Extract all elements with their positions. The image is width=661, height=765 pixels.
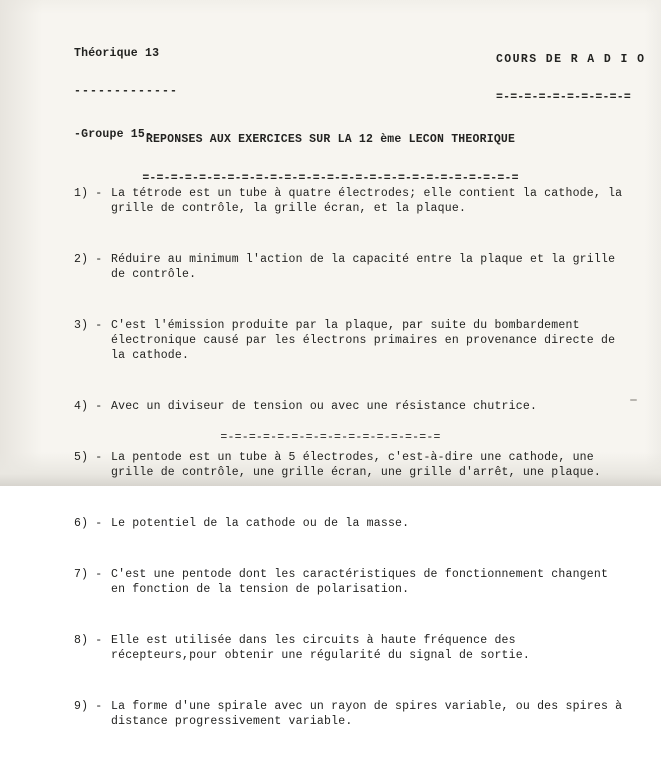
list-item bbox=[74, 186, 630, 216]
item-text: Réduire au minimum l'action de la capacité entre la plaque et la grille de contrôle. bbox=[111, 253, 623, 281]
item-text: La forme d'une spirale avec un rayon de spires variable, ou des spires à distance progressivement variable. bbox=[111, 700, 630, 728]
item-number: 4) - bbox=[74, 400, 103, 413]
list-item bbox=[74, 567, 626, 597]
item-number: 7) - bbox=[74, 568, 103, 581]
item-number: 9) - bbox=[74, 700, 103, 713]
item-number: 6) - bbox=[74, 517, 103, 530]
item-text: C'est une pentode dont les caractéristiques de fonctionnement changent en fonction de la tension de polarisation. bbox=[111, 568, 616, 596]
course-title-underline: =-=-=-=-=-=-=-=-=-= bbox=[496, 91, 631, 104]
item-text: Le potentiel de la cathode ou de la masse. bbox=[111, 517, 410, 530]
item-text: Elle est utilisée dans les circuits à haute fréquence des récepteurs,pour obtenir une régularité du signal de sortie. bbox=[111, 634, 530, 662]
item-text: Avec un diviseur de tension ou avec une résistance chutrice. bbox=[111, 400, 538, 413]
list-item bbox=[74, 252, 626, 282]
item-number: 1) - bbox=[74, 187, 103, 200]
scan-smudge-mark bbox=[630, 399, 637, 401]
list-item bbox=[74, 699, 630, 729]
lesson-number-label: Théorique 13 bbox=[74, 47, 160, 60]
page-title-underline: =-=-=-=-=-=-=-=-=-=-=-=-=-=-=-=-=-=-=-=-=-=-=-=-=-=-= bbox=[142, 172, 519, 185]
list-item bbox=[74, 516, 626, 531]
item-text: C'est l'émission produite par la plaque, par suite du bombardement électronique causé par les électrons primaires en provenance directe de la cathode. bbox=[111, 319, 623, 362]
item-number: 2) - bbox=[74, 253, 103, 266]
item-text: La tétrode est un tube à quatre électrodes; elle contient la cathode, la grille de contrôle, la grille écran, et la plaque. bbox=[111, 187, 630, 215]
list-item bbox=[74, 450, 626, 480]
group-number-label: -Groupe 15- bbox=[74, 128, 153, 141]
item-number: 5) - bbox=[74, 451, 103, 464]
item-number: 3) - bbox=[74, 319, 103, 332]
page-title: REPONSES AUX EXERCICES SUR LA 12 ème LECON THEORIQUE bbox=[145, 133, 516, 146]
answers-list bbox=[74, 156, 630, 765]
item-number: 8) - bbox=[74, 634, 103, 647]
lesson-number-underline: ------------- bbox=[74, 85, 179, 98]
footer-divider: =-=-=-=-=-=-=-=-=-=-=-=-=-=-=-= bbox=[220, 431, 441, 444]
course-title: COURS DE R A D I O bbox=[496, 53, 646, 66]
list-item bbox=[74, 399, 626, 414]
list-item bbox=[74, 318, 626, 363]
list-item bbox=[74, 633, 626, 663]
item-text: La pentode est un tube à 5 électrodes, c'est-à-dire une cathode, une grille de contrôle, une grille écran, une grille d'arrêt, une plaque. bbox=[111, 451, 601, 479]
